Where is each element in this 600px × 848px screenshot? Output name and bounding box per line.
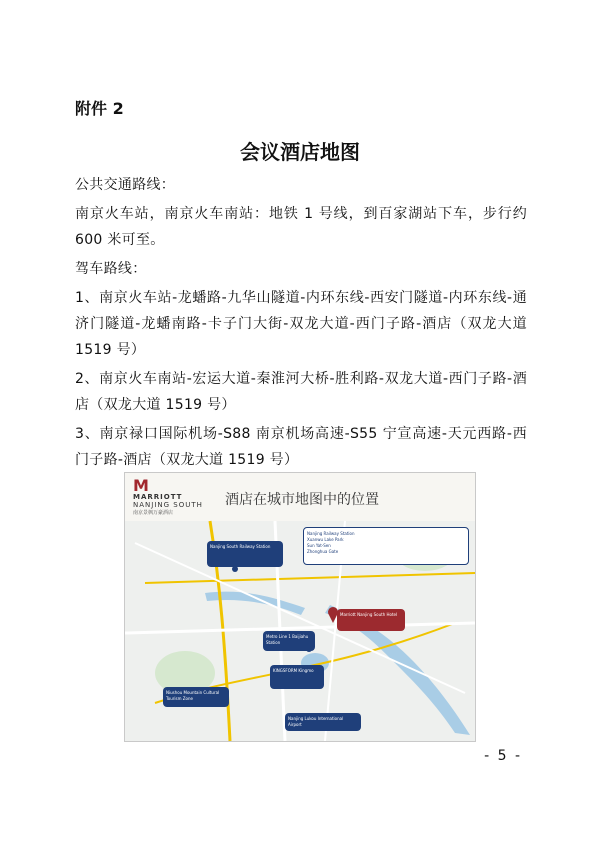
paragraph: 公共交通路线： (75, 177, 176, 193)
callout-south-station (207, 541, 283, 567)
list-item: Zhonghua Gate (307, 549, 339, 554)
document-body (75, 172, 527, 476)
callout-kingsform (270, 665, 324, 689)
paragraph: 驾车路线： (75, 261, 147, 277)
brand-name: MARRIOTT (133, 493, 183, 501)
callout-text: Niushou Mountain Cultural Tourism Zone (166, 690, 220, 701)
attachment-label: 附件 2 (75, 99, 124, 118)
callout-metro (263, 631, 315, 651)
callout-text: KINGSFORM Kingmo (273, 668, 314, 673)
paragraph: 2、南京火车南站-宏运大道-秦淮河大桥-胜利路-双龙大道-西门子路-酒店（双龙大道 1519 号） (75, 371, 527, 413)
callout-mountain (163, 687, 229, 707)
callout-airport (285, 713, 361, 731)
list-item: Nanjing Railway Station (307, 531, 355, 536)
paragraph: 3、南京禄口国际机场-S88 南京机场高速-S55 宁宣高速-天元西路-西门子路-酒店（双龙大道 1519 号） (75, 426, 527, 468)
callout-text: Metro Line 1 Baijiahu Station (266, 634, 309, 645)
page-number: - 5 - (484, 748, 522, 764)
callout-attractions-list (303, 527, 469, 565)
callout-text: Marriott Nanjing South Hotel (340, 612, 398, 617)
brand-sub: NANJING SOUTH (133, 501, 203, 509)
map-title: 酒店在城市地图中的位置 (225, 492, 379, 508)
paragraph: 南京火车站，南京火车南站：地铁 1 号线，到百家湖站下车，步行约 600 米可至。 (75, 206, 527, 248)
marriott-logo-mark: M (133, 476, 149, 495)
list-item: Sun Yat-Sen (307, 543, 331, 548)
callout-hotel (337, 609, 405, 631)
marriott-logo (133, 476, 203, 516)
page-title: 会议酒店地图 (240, 140, 360, 164)
list-item: Xuanwu Lake Park (307, 537, 344, 542)
callout-text: Nanjing Lukou International Airport (288, 716, 344, 727)
hotel-location-map (124, 472, 476, 742)
callout-text: Nanjing South Railway Station (210, 544, 271, 549)
brand-cn: 南京景枫万豪酒店 (133, 510, 174, 516)
paragraph: 1、南京火车站-龙蟠路-九华山隧道-内环东线-西安门隧道-内环东线-通济门隧道-龙蟠南路-卡子门大街-双龙大道-西门子路-酒店（双龙大道 1519 号） (75, 290, 527, 358)
